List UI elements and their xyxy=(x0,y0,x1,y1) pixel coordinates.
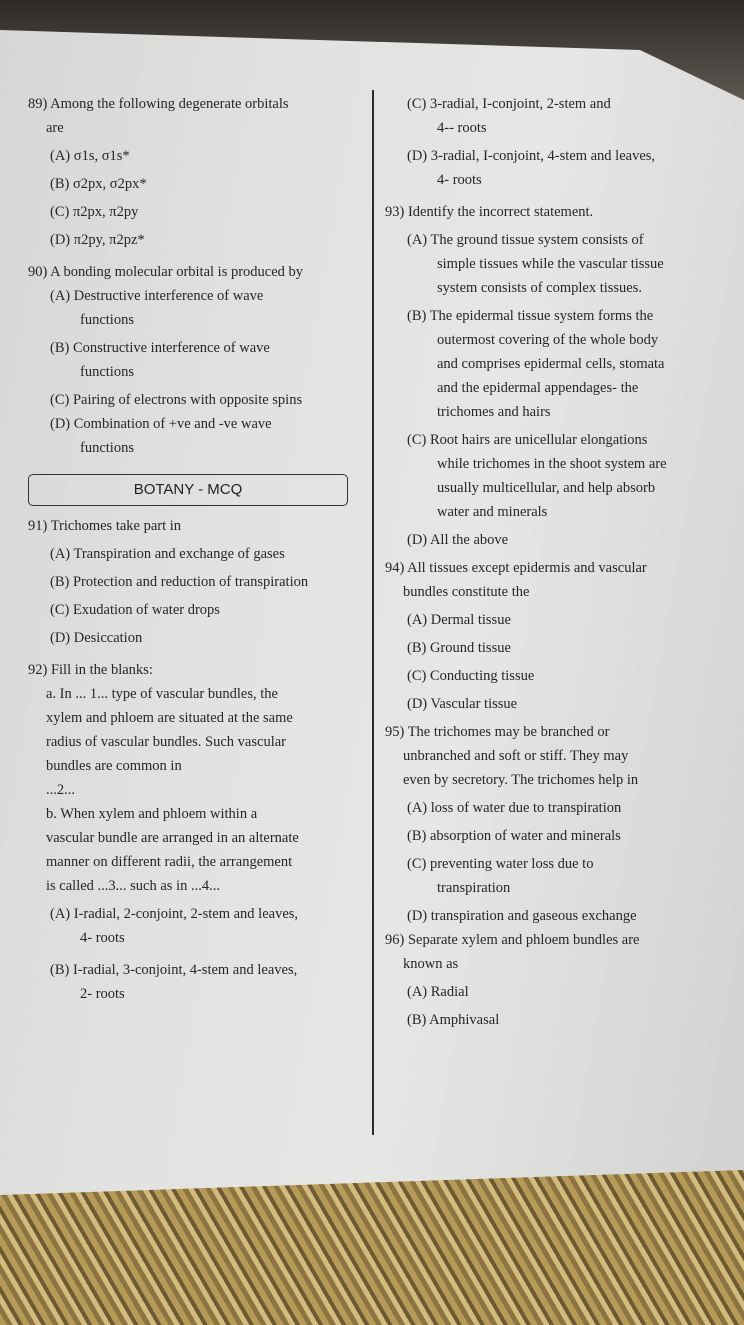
part-b-line-3: manner on different radii, the arrangement xyxy=(46,854,293,870)
section-header-botany: BOTANY - MCQ xyxy=(28,474,348,506)
option-d[interactable]: (D) Desiccation xyxy=(50,630,143,646)
option-d[interactable]: (D) π2py, π2pz* xyxy=(50,232,145,248)
question-stem: 94) All tissues except epidermis and vascular xyxy=(385,560,647,576)
option-b[interactable]: (B) The epidermal tissue system forms the xyxy=(407,308,654,324)
question-89 xyxy=(28,92,358,252)
option-a-cont: functions xyxy=(80,312,134,328)
option-a[interactable]: (A) Transpiration and exchange of gases xyxy=(50,546,285,562)
option-c[interactable]: (C) Root hairs are unicellular elongations xyxy=(407,432,648,448)
question-stem: 93) Identify the incorrect statement. xyxy=(385,204,594,220)
option-d-cont: 4- roots xyxy=(437,172,482,188)
question-stem: 89) Among the following degenerate orbitals xyxy=(28,96,289,112)
option-b-cont: 2- roots xyxy=(80,986,125,1002)
option-c[interactable]: (C) 3-radial, I-conjoint, 2-stem and xyxy=(407,96,611,112)
question-94 xyxy=(385,556,720,716)
option-b-cont: functions xyxy=(80,364,134,380)
option-b[interactable]: (B) Amphivasal xyxy=(407,1012,500,1028)
question-91 xyxy=(28,514,358,650)
question-stem: 90) A bonding molecular orbital is produced by xyxy=(28,264,304,280)
option-b-cont: and the epidermal appendages- the xyxy=(437,380,639,396)
option-c[interactable]: (C) Exudation of water drops xyxy=(50,602,220,618)
option-a[interactable]: (A) I-radial, 2-conjoint, 2-stem and leaves, xyxy=(50,906,299,922)
option-c-cont: transpiration xyxy=(437,880,511,896)
part-a-line-5: ...2... xyxy=(46,782,75,798)
question-96 xyxy=(385,928,720,1032)
option-a[interactable]: (A) Dermal tissue xyxy=(407,612,511,628)
question-92-continued xyxy=(385,92,720,192)
option-a-cont: 4- roots xyxy=(80,930,125,946)
option-b[interactable]: (B) absorption of water and minerals xyxy=(407,828,621,844)
part-b-line-2: vascular bundle are arranged in an alternate xyxy=(46,830,299,846)
option-d[interactable]: (D) 3-radial, I-conjoint, 4-stem and leaves, xyxy=(407,148,656,164)
option-b[interactable]: (B) I-radial, 3-conjoint, 4-stem and leaves, xyxy=(50,962,298,978)
question-stem: 91) Trichomes take part in xyxy=(28,518,182,534)
question-stem-cont: bundles constitute the xyxy=(403,584,530,600)
option-a-cont: system consists of complex tissues. xyxy=(437,280,643,296)
option-b-cont: and comprises epidermal cells, stomata xyxy=(437,356,665,372)
question-stem-cont: even by secretory. The trichomes help in xyxy=(403,772,639,788)
option-b[interactable]: (B) σ2px, σ2px* xyxy=(50,176,147,192)
question-stem: 92) Fill in the blanks: xyxy=(28,662,153,678)
option-a[interactable]: (A) The ground tissue system consists of xyxy=(407,232,644,248)
left-column xyxy=(28,92,358,1006)
part-a-line-4: bundles are common in xyxy=(46,758,182,774)
part-b-line-4: is called ...3... such as in ...4... xyxy=(46,878,220,894)
option-b[interactable]: (B) Ground tissue xyxy=(407,640,511,656)
right-column xyxy=(385,92,720,1032)
question-92 xyxy=(28,658,358,1006)
question-stem-cont: known as xyxy=(403,956,459,972)
option-c[interactable]: (C) π2px, π2py xyxy=(50,204,139,220)
option-b[interactable]: (B) Constructive interference of wave xyxy=(50,340,270,356)
part-b-line-1: b. When xylem and phloem within a xyxy=(46,806,258,822)
part-a-line-1: a. In ... 1... type of vascular bundles, the xyxy=(46,686,278,702)
option-a-cont: simple tissues while the vascular tissue xyxy=(437,256,664,272)
question-stem: 95) The trichomes may be branched or xyxy=(385,724,610,740)
option-b-cont: outermost covering of the whole body xyxy=(437,332,659,348)
option-d[interactable]: (D) All the above xyxy=(407,532,509,548)
option-b-cont: trichomes and hairs xyxy=(437,404,551,420)
option-c-cont: while trichomes in the shoot system are xyxy=(437,456,667,472)
option-d[interactable]: (D) transpiration and gaseous exchange xyxy=(407,908,637,924)
column-divider xyxy=(372,90,374,1135)
option-c[interactable]: (C) preventing water loss due to xyxy=(407,856,594,872)
option-a[interactable]: (A) loss of water due to transpiration xyxy=(407,800,622,816)
option-a[interactable]: (A) Radial xyxy=(407,984,469,1000)
option-c[interactable]: (C) Pairing of electrons with opposite spins xyxy=(50,392,303,408)
question-stem-cont: unbranched and soft or stiff. They may xyxy=(403,748,629,764)
option-b[interactable]: (B) Protection and reduction of transpiration xyxy=(50,574,309,590)
option-c-cont: water and minerals xyxy=(437,504,548,520)
option-a[interactable]: (A) σ1s, σ1s* xyxy=(50,148,130,164)
question-stem-cont: are xyxy=(46,120,64,136)
option-d-cont: functions xyxy=(80,440,134,456)
option-c[interactable]: (C) Conducting tissue xyxy=(407,668,535,684)
option-c-cont: 4-- roots xyxy=(437,120,487,136)
option-d[interactable]: (D) Vascular tissue xyxy=(407,696,518,712)
question-90 xyxy=(28,260,358,460)
part-a-line-3: radius of vascular bundles. Such vascular xyxy=(46,734,286,750)
question-95 xyxy=(385,720,720,928)
question-stem: 96) Separate xylem and phloem bundles are xyxy=(385,932,640,948)
part-a-line-2: xylem and phloem are situated at the same xyxy=(46,710,293,726)
question-93 xyxy=(385,200,720,552)
option-c-cont: usually multicellular, and help absorb xyxy=(437,480,656,496)
option-d[interactable]: (D) Combination of +ve and -ve wave xyxy=(50,416,272,432)
option-a[interactable]: (A) Destructive interference of wave xyxy=(50,288,264,304)
